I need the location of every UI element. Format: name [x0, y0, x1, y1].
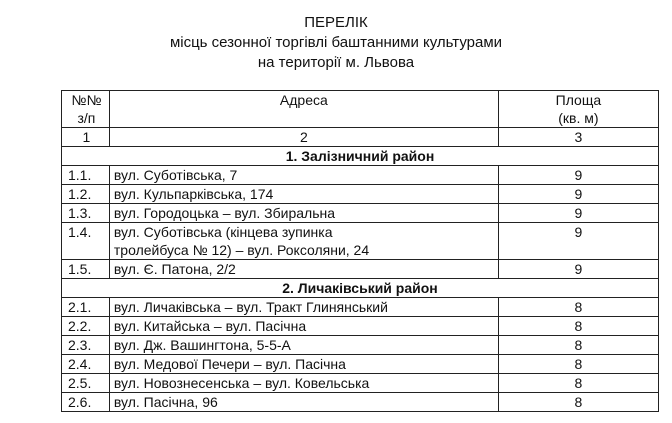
document-subtitle-line-2: на території м. Львова	[257, 54, 415, 71]
row-number: 2.5.	[62, 374, 110, 393]
table-header-row	[62, 91, 659, 128]
table-row	[62, 260, 659, 279]
row-area: 8	[498, 317, 658, 336]
table-row	[62, 298, 659, 317]
row-area: 9	[498, 223, 658, 260]
row-number: 1.5.	[62, 260, 110, 279]
table-index-row	[62, 128, 659, 147]
row-address: вул. Китайська – вул. Пасічна	[109, 317, 498, 336]
document-title: ПЕРЕЛІК	[304, 14, 368, 31]
row-address: вул. Городоцька – вул. Збиральна	[109, 204, 498, 223]
row-address: вул. Є. Патона, 2/2	[109, 260, 498, 279]
row-area: 8	[498, 298, 658, 317]
row-address: вул. Новознесенська – вул. Ковельська	[109, 374, 498, 393]
index-cell-2: 2	[109, 128, 498, 147]
table-row	[62, 204, 659, 223]
row-area: 8	[498, 355, 658, 374]
index-cell-1: 1	[62, 128, 110, 147]
section-title: 2. Личаківський район	[62, 279, 659, 298]
locations-table	[61, 90, 659, 412]
row-number: 1.1.	[62, 166, 110, 185]
row-number: 2.1.	[62, 298, 110, 317]
section-header-row	[62, 279, 659, 298]
row-area: 8	[498, 374, 658, 393]
row-area: 8	[498, 336, 658, 355]
row-address: вул. Суботівська (кінцева зупинка тролейбуса № 12) – вул. Роксоляни, 24	[109, 223, 498, 260]
row-number: 1.4.	[62, 223, 110, 260]
row-number: 2.3.	[62, 336, 110, 355]
row-number: 2.6.	[62, 393, 110, 412]
row-area: 9	[498, 204, 658, 223]
row-number: 2.2.	[62, 317, 110, 336]
row-area: 9	[498, 260, 658, 279]
row-number: 2.4.	[62, 355, 110, 374]
table-row	[62, 223, 659, 260]
row-address: вул. Личаківська – вул. Тракт Глинянський	[109, 298, 498, 317]
table-row	[62, 317, 659, 336]
table-row	[62, 374, 659, 393]
row-area: 8	[498, 393, 658, 412]
table-row	[62, 185, 659, 204]
table-row	[62, 393, 659, 412]
row-address: вул. Пасічна, 96	[109, 393, 498, 412]
document-subtitle-line-1: місць сезонної торгівлі баштанними культурами	[169, 34, 503, 51]
section-title: 1. Залізничний район	[62, 147, 659, 166]
table-row	[62, 355, 659, 374]
row-number: 1.2.	[62, 185, 110, 204]
row-address: вул. Кульпарківська, 174	[109, 185, 498, 204]
row-area: 9	[498, 166, 658, 185]
index-cell-3: 3	[498, 128, 658, 147]
header-address: Адреса	[109, 91, 498, 128]
row-number: 1.3.	[62, 204, 110, 223]
header-number: №№ з/п	[62, 91, 110, 128]
row-address: вул. Медової Печери – вул. Пасічна	[109, 355, 498, 374]
row-address: вул. Дж. Вашингтона, 5-5-А	[109, 336, 498, 355]
table-row	[62, 336, 659, 355]
row-address: вул. Суботівська, 7	[109, 166, 498, 185]
row-area: 9	[498, 185, 658, 204]
section-header-row	[62, 147, 659, 166]
table-row	[62, 166, 659, 185]
header-area: Площа (кв. м)	[498, 91, 658, 128]
